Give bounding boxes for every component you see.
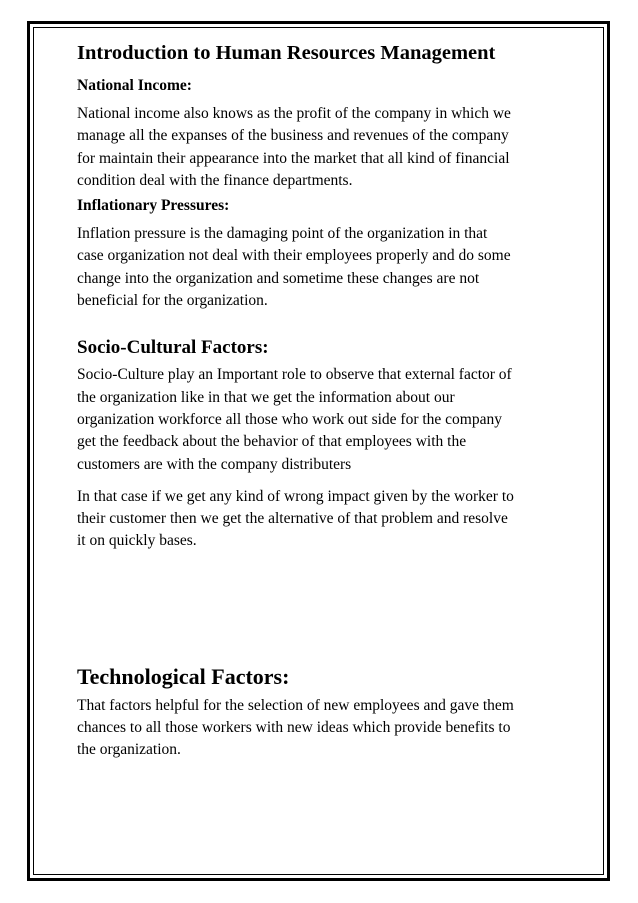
national-income-heading: National Income: — [77, 77, 192, 94]
socio-cultural-heading: Socio-Cultural Factors: — [77, 337, 269, 359]
inflationary-pressures-paragraph: Inflation pressure is the damaging point of the organization in that case organization not deal with their employees properly and do some change into the organization and sometime these changes are not beneficial for the organization. — [77, 225, 511, 310]
technological-factors-heading: Technological Factors: — [77, 663, 290, 689]
document-title: Introduction to Human Resources Management — [77, 42, 496, 64]
national-income-paragraph: National income also knows as the profit of the company in which we manage all the expanses of the business and revenues of the company for maintain their appearance into the market that all kind of financial condition deal with the finance departments. — [77, 105, 511, 189]
socio-cultural-paragraph-2: In that case if we get any kind of wrong impact given by the worker to their customer then we get the alternative of that problem and resolve it on quickly bases. — [77, 487, 514, 550]
socio-cultural-paragraph-1: Socio-Culture play an Important role to observe that external factor of the organization like in that we get the information about our organization workforce all those who work out side for the company get the feedback about the behavior of that employees with the customers are with the company distributers — [77, 366, 512, 473]
technological-factors-paragraph: That factors helpful for the selection of new employees and gave them chances to all those workers with new ideas which provide benefits to the organization. — [77, 696, 514, 759]
inflationary-pressures-heading: Inflationary Pressures: — [77, 197, 230, 215]
document-body — [77, 40, 577, 762]
